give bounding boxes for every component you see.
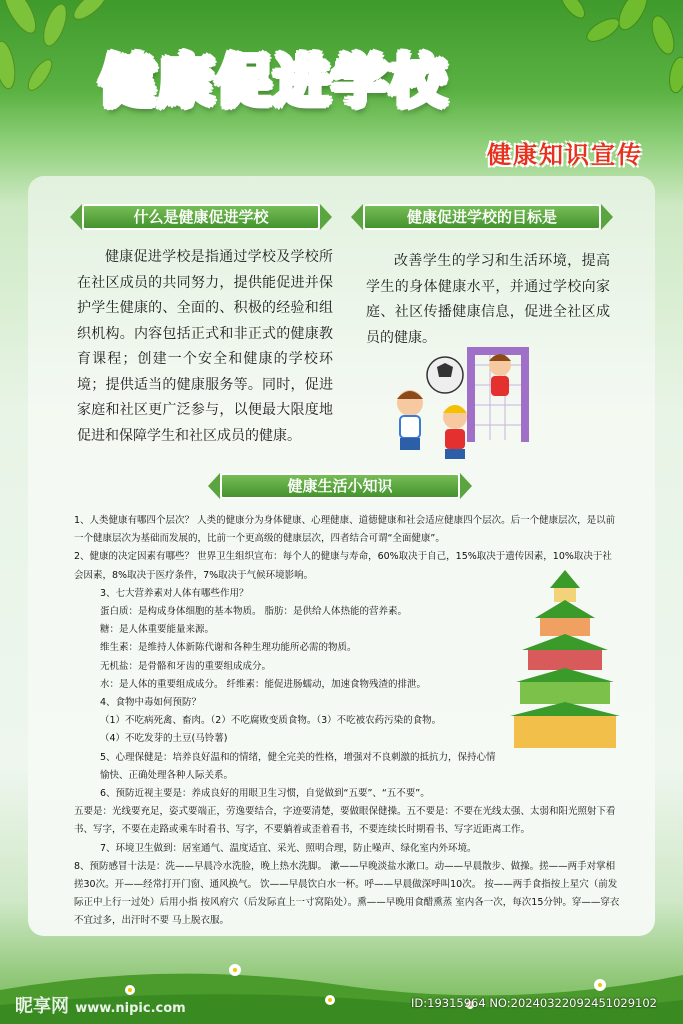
tip-line: 2、健康的决定因素有哪些？ 世界卫生组织宣布：每个人的健康与寿命，60%取决于自己，15%取决于遗传因素，10%取决于社会因素，8%取决于医疗条件，7%取决于气候环境影响。 — [74, 551, 612, 581]
tip-line: （1）不吃病死禽、畜肉。（2）不吃腐败变质食物。（3）不吃被农药污染的食物。 — [100, 715, 442, 727]
tip-line: 无机盐：是骨骼和牙齿的重要组成成分。 — [100, 660, 272, 672]
leaves-decoration — [513, 0, 683, 110]
tip-line: 蛋白质：是构成身体细胞的基本物质。 脂肪：是供给人体热能的营养素。 — [100, 606, 408, 618]
tip-line: 五要是：光线要充足，姿式要端正，劳逸要结合，字迹要清楚，要做眼保健操。五不要是：不要在光线太强、太弱和阳光照射下看书、写字，不要在走路或乘车时看书、写字，不要躺着或歪着看书，不要连续长时期看书、写字近距离工作。 — [74, 806, 616, 836]
section-heading-tips: 健康生活小知识 — [220, 473, 460, 499]
tip-line: 3、七大营养素对人体有哪些作用？ — [100, 587, 249, 599]
site-watermark: 昵享网 www.nipic.com — [15, 996, 186, 1017]
tip-line: 7、环境卫生做到：居室通气、温度适宜、采光、照明合理，防止噪声、绿化室内外环境。 — [100, 842, 477, 854]
poster-title: 健康促进学校 — [100, 50, 448, 115]
food-pyramid-illustration — [510, 570, 620, 750]
tip-line: （4）不吃发芽的土豆(马铃薯) — [100, 733, 228, 745]
tip-line: 5、心理保健是：培养良好温和的情绪，健全完美的性格，增强对不良刺激的抵抗力，保持心情愉快、正确处理各种人际关系。 — [100, 751, 496, 781]
poster-subtitle: 健康知识宣传 — [487, 141, 643, 169]
section-text-goal: 改善学生的学习和生活环境，提高学生的身体健康水平，并通过学校向家庭、社区传播健康信息，促进全社区成员的健康。 — [366, 253, 610, 346]
tip-line: 1、人类健康有哪四个层次？ 人类的健康分为身体健康、心理健康、道德健康和社会适应健康四个层次。后一个健康层次，是以前一个健康层次为基础而发展的，比前一个更高级的健康层次，四者结合可谓“全面健康”。 — [74, 515, 616, 545]
tip-line: 糖：是人体重要能量来源。 — [100, 624, 215, 636]
tip-line: 6、预防近视主要是：养成良好的用眼卫生习惯，自觉做到“五要”、“五不要”。 — [100, 788, 430, 800]
tip-line: 水：是人体的重要组成成分。 纤维素：能促进肠蠕动，加速食物残渣的排泄。 — [100, 678, 427, 690]
kids-football-illustration — [375, 335, 540, 475]
tip-line: 4、食物中毒如何预防？ — [100, 697, 202, 709]
tip-line: 维生素：是维持人体新陈代谢和各种生理功能所必需的物质。 — [100, 642, 357, 654]
tip-line: 8、预防感冒十法是：洗——早晨冷水洗脸，晚上热水洗脚。 漱——早晚淡盐水漱口。动——早晨散步、做操。搓——两手对掌相搓30次。开——经常打开门窗、通风换气。 饮——早晨饮白水一杯。呼——早晨做深呼叫10次。 按——两手食指按上星穴（前发际正中上行一过处）后用小指 按风府穴（后发际直上一寸窝陷处）。熏——早晚用食醋熏蒸 室内各一次，每次15分钟。穿——穿衣不宜过多，出汗时不要 马上脱衣服。 — [74, 860, 620, 927]
section-heading-what: 什么是健康促进学校 — [82, 204, 320, 230]
section-text-what: 健康促进学校是指通过学校及学校所在社区成员的共同努力，提供能促进并保护学生健康的、全面的、积极的经验和组织机构。内容包括正式和非正式的健康教育课程；创建一个安全和健康的学校环境；提供适当的健康服务等。同时，促进家庭和社区更广泛参与，以便最大限度地促进和保障学生和社区成员的健康。 — [77, 249, 333, 444]
section-heading-goal: 健康促进学校的目标是 — [363, 204, 601, 230]
image-id-label: ID:19315964 NO:20240322092451029102 — [411, 996, 657, 1010]
